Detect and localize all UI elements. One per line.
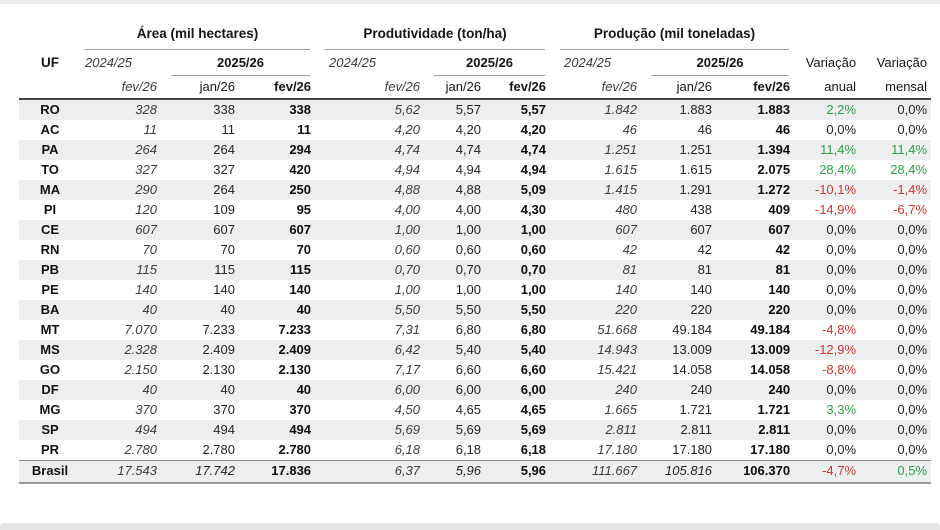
producao-jan-cell: 140 (690, 282, 713, 297)
area-fev-cell: 70 (296, 242, 312, 257)
producao-fev-cell: 49.184 (750, 322, 791, 337)
producao-prev-cell: 480 (615, 202, 638, 217)
variation-annual-cell: 2,2% (826, 102, 857, 117)
prod-prev-cell: 4,88 (394, 182, 421, 197)
area-prev-cell: 328 (135, 102, 157, 117)
area-jan-cell: 40 (220, 302, 235, 317)
uf-cell: RN (40, 242, 60, 257)
prod-jan-cell: 1,00 (455, 282, 482, 297)
uf-cell: RO (40, 102, 60, 117)
variation-monthly-header-line2: mensal (870, 76, 931, 99)
prod-prev-cell: 7,31 (394, 322, 421, 337)
area-jan-cell: 264 (213, 182, 235, 197)
variation-monthly-cell: 0,0% (897, 422, 928, 437)
producao-jan-month-header: jan/26 (651, 76, 726, 99)
uf-column-header: UF (41, 55, 59, 70)
area-fev-cell: 250 (289, 182, 312, 197)
area-fev-cell: 17.836 (249, 461, 325, 483)
producao-fev-cell: 607 (768, 222, 791, 237)
variation-annual-header-line2: anual (804, 76, 870, 99)
area-prev-cell: 40 (142, 302, 157, 317)
variation-monthly-cell: 0,0% (897, 402, 928, 417)
variation-annual-cell: 0,0% (826, 382, 857, 397)
producao-prev-cell: 51.668 (597, 322, 638, 337)
producao-jan-cell: 105.816 (651, 461, 726, 483)
variation-annual-cell: -4,8% (822, 322, 857, 337)
variation-monthly-cell: 0,5% (870, 461, 931, 483)
table-row (19, 240, 931, 260)
producao-prev-cell: 14.943 (597, 342, 638, 357)
area-prev-cell: 327 (135, 162, 157, 177)
area-prev-cell: 290 (135, 182, 157, 197)
area-prev-season-header: 2024/25 (85, 55, 132, 70)
prod-fev-month-header: fev/26 (495, 76, 560, 99)
producao-jan-cell: 49.184 (672, 322, 713, 337)
prod-fev-cell: 5,50 (520, 302, 547, 317)
table-row (19, 200, 931, 220)
producao-prev-month-header: fev/26 (560, 76, 651, 99)
table-row (19, 400, 931, 420)
producao-fev-cell: 2.811 (758, 422, 791, 437)
area-prev-cell: 607 (135, 222, 157, 237)
variation-monthly-cell: -1,4% (893, 182, 928, 197)
area-jan-cell: 11 (221, 122, 235, 137)
uf-cell: CE (40, 222, 60, 237)
area-jan-cell: 109 (213, 202, 235, 217)
prod-fev-cell: 5,57 (520, 102, 547, 117)
area-jan-cell: 17.742 (171, 461, 249, 483)
area-prev-cell: 2.328 (124, 342, 157, 357)
prod-fev-cell: 4,20 (520, 122, 547, 137)
area-curr-season-header: 2025/26 (171, 55, 310, 76)
table-row (19, 420, 931, 440)
producao-prev-cell: 15.421 (597, 362, 638, 377)
producao-prev-cell: 111.667 (560, 461, 651, 483)
prod-fev-cell: 4,74 (520, 142, 547, 157)
table-row (19, 260, 931, 280)
variation-monthly-cell: -6,7% (893, 202, 928, 217)
producao-prev-cell: 1.665 (604, 402, 638, 417)
producao-prev-cell: 46 (622, 122, 638, 137)
area-fev-cell: 115 (290, 262, 312, 277)
area-jan-cell: 327 (213, 162, 235, 177)
producao-fev-cell: 1.721 (757, 402, 791, 417)
prod-jan-cell: 4,65 (455, 402, 482, 417)
producao-fev-cell: 81 (775, 262, 791, 277)
variation-monthly-cell: 0,0% (897, 442, 928, 457)
producao-prev-cell: 2.811 (605, 422, 638, 437)
prod-prev-season-header: 2024/25 (329, 55, 377, 70)
variation-annual-cell: 0,0% (826, 282, 857, 297)
area-jan-cell: 40 (220, 382, 235, 397)
variation-monthly-cell: 0,0% (897, 122, 928, 137)
group-title-produtividade: Produtividade (ton/ha) (325, 25, 545, 50)
prod-prev-cell: 4,50 (394, 402, 421, 417)
uf-cell: GO (39, 362, 61, 377)
uf-cell: BA (40, 302, 60, 317)
variation-monthly-cell: 0,0% (897, 222, 928, 237)
producao-jan-cell: 14.058 (672, 362, 713, 377)
uf-cell: TO (41, 162, 59, 177)
prod-prev-cell: 0,70 (394, 262, 421, 277)
producao-jan-cell: 438 (690, 202, 713, 217)
uf-cell: MT (40, 322, 60, 337)
prod-jan-cell: 4,20 (455, 122, 482, 137)
area-fev-cell: 370 (289, 402, 312, 417)
variation-monthly-cell: 28,4% (890, 162, 928, 177)
prod-jan-cell: 5,57 (455, 102, 482, 117)
area-fev-cell: 2.130 (278, 362, 312, 377)
producao-jan-cell: 13.009 (672, 342, 713, 357)
area-fev-cell: 140 (289, 282, 312, 297)
prod-jan-cell: 4,94 (455, 162, 482, 177)
producao-prev-cell: 1.415 (604, 182, 638, 197)
variation-annual-header-line1: Variação (805, 55, 857, 70)
variation-annual-cell: 0,0% (826, 422, 857, 437)
variation-monthly-cell: 11,4% (891, 142, 928, 157)
area-fev-cell: 40 (296, 302, 312, 317)
prod-prev-cell: 0,60 (394, 242, 421, 257)
variation-annual-cell: 0,0% (826, 262, 857, 277)
prod-jan-cell: 4,74 (455, 142, 482, 157)
prod-jan-cell: 0,60 (455, 242, 482, 257)
area-fev-cell: 494 (289, 422, 312, 437)
variation-monthly-cell: 0,0% (897, 382, 928, 397)
variation-monthly-cell: 0,0% (897, 262, 928, 277)
uf-cell: Brasil (19, 461, 81, 483)
producao-jan-cell: 81 (697, 262, 713, 277)
table-header (19, 22, 931, 99)
area-jan-cell: 338 (213, 102, 235, 117)
area-fev-month-header: fev/26 (249, 76, 325, 99)
producao-jan-cell: 17.180 (672, 442, 713, 457)
area-jan-cell: 264 (213, 142, 235, 157)
uf-cell: PA (41, 142, 59, 157)
prod-jan-cell: 6,60 (455, 362, 482, 377)
producao-curr-season-header: 2025/26 (651, 55, 789, 76)
uf-cell: MA (39, 182, 61, 197)
producao-jan-cell: 2.811 (680, 422, 713, 437)
producao-fev-cell: 106.370 (726, 461, 804, 483)
prod-fev-cell: 1,00 (520, 222, 547, 237)
area-fev-cell: 2.780 (278, 442, 312, 457)
variation-annual-cell: -8,8% (822, 362, 857, 377)
prod-jan-cell: 5,69 (455, 422, 482, 437)
producao-fev-cell: 13.009 (750, 342, 791, 357)
group-title-area: Área (mil hectares) (85, 25, 310, 50)
area-fev-cell: 607 (289, 222, 312, 237)
uf-cell: MS (40, 342, 60, 357)
area-jan-cell: 2.409 (202, 342, 235, 357)
prod-fev-cell: 6,00 (520, 382, 547, 397)
area-fev-cell: 338 (289, 102, 312, 117)
prod-fev-cell: 5,69 (520, 422, 547, 437)
table-row (19, 380, 931, 400)
area-fev-cell: 11 (297, 122, 312, 137)
area-fev-cell: 7.233 (278, 322, 312, 337)
producao-fev-cell: 1.883 (757, 102, 791, 117)
area-jan-month-header: jan/26 (171, 76, 249, 99)
table-row (19, 180, 931, 200)
producao-fev-cell: 17.180 (750, 442, 791, 457)
producao-fev-cell: 1.394 (757, 142, 791, 157)
variation-annual-cell: 28,4% (819, 162, 857, 177)
prod-jan-cell: 5,96 (434, 461, 495, 483)
uf-cell: PB (40, 262, 60, 277)
prod-fev-cell: 6,18 (520, 442, 547, 457)
month-header-row (19, 76, 931, 99)
producao-fev-cell: 1.272 (757, 182, 791, 197)
prod-jan-cell: 0,70 (455, 262, 482, 277)
variation-annual-cell: 0,0% (826, 442, 857, 457)
variation-annual-cell: 3,3% (826, 402, 857, 417)
producao-fev-cell: 140 (768, 282, 791, 297)
uf-cell: AC (40, 122, 60, 137)
producao-prev-cell: 17.180 (597, 442, 638, 457)
variation-monthly-cell: 0,0% (897, 342, 928, 357)
area-prev-cell: 70 (142, 242, 157, 257)
variation-monthly-cell: 0,0% (897, 302, 928, 317)
prod-prev-cell: 6,18 (394, 442, 421, 457)
prod-prev-cell: 4,00 (394, 202, 421, 217)
producao-jan-cell: 1.721 (679, 402, 713, 417)
producao-prev-cell: 1.615 (604, 162, 638, 177)
table-total-row (19, 461, 931, 483)
variation-monthly-cell: 0,0% (897, 102, 928, 117)
variation-annual-cell: 11,4% (820, 142, 857, 157)
area-fev-cell: 95 (296, 202, 312, 217)
area-fev-cell: 2.409 (278, 342, 312, 357)
variation-monthly-cell: 0,0% (897, 322, 928, 337)
table-row (19, 280, 931, 300)
prod-fev-cell: 1,00 (520, 282, 547, 297)
prod-prev-cell: 6,37 (325, 461, 434, 483)
area-jan-cell: 2.130 (202, 362, 235, 377)
area-prev-cell: 11 (143, 122, 157, 137)
area-jan-cell: 2.780 (202, 442, 235, 457)
table-row (19, 320, 931, 340)
uf-cell: SP (41, 422, 59, 437)
prod-prev-cell: 4,20 (394, 122, 421, 137)
prod-prev-month-header: fev/26 (325, 76, 434, 99)
prod-jan-cell: 6,80 (455, 322, 482, 337)
prod-fev-cell: 5,09 (520, 182, 547, 197)
producao-fev-cell: 14.058 (750, 362, 791, 377)
producao-fev-cell: 409 (768, 202, 791, 217)
producao-prev-cell: 140 (615, 282, 638, 297)
area-jan-cell: 140 (213, 282, 235, 297)
prod-jan-cell: 1,00 (455, 222, 482, 237)
prod-prev-cell: 7,17 (394, 362, 421, 377)
producao-jan-cell: 220 (690, 302, 713, 317)
prod-prev-cell: 5,69 (394, 422, 421, 437)
variation-annual-cell: -12,9% (814, 342, 857, 357)
table-row (19, 360, 931, 380)
prod-fev-cell: 4,30 (520, 202, 547, 217)
prod-curr-season-header: 2025/26 (434, 55, 545, 76)
producao-jan-cell: 607 (690, 222, 713, 237)
table-row (19, 340, 931, 360)
table-row (19, 140, 931, 160)
prod-prev-cell: 5,50 (394, 302, 421, 317)
producao-jan-cell: 42 (697, 242, 713, 257)
top-edge-divider (0, 0, 940, 4)
prod-jan-cell: 6,00 (455, 382, 482, 397)
area-jan-cell: 494 (213, 422, 235, 437)
area-jan-cell: 7.233 (202, 322, 235, 337)
prod-prev-cell: 1,00 (394, 222, 421, 237)
area-jan-cell: 115 (214, 262, 235, 277)
producao-fev-cell: 240 (768, 382, 791, 397)
producao-prev-cell: 240 (615, 382, 638, 397)
area-jan-cell: 70 (220, 242, 235, 257)
variation-annual-cell: -4,7% (804, 461, 870, 483)
variation-monthly-cell: 0,0% (897, 282, 928, 297)
producao-fev-cell: 220 (768, 302, 791, 317)
season-header-row (19, 50, 931, 76)
area-prev-cell: 264 (135, 142, 157, 157)
producao-prev-cell: 220 (615, 302, 638, 317)
prod-jan-cell: 4,00 (455, 202, 482, 217)
producao-prev-cell: 1.842 (604, 102, 638, 117)
table-body (19, 99, 931, 483)
prod-fev-cell: 4,94 (520, 162, 547, 177)
variation-monthly-cell: 0,0% (897, 242, 928, 257)
prod-fev-cell: 6,60 (520, 362, 547, 377)
group-title-row (19, 22, 931, 50)
producao-prev-cell: 607 (615, 222, 638, 237)
prod-prev-cell: 4,74 (394, 142, 421, 157)
table-row (19, 300, 931, 320)
prod-jan-cell: 6,18 (455, 442, 482, 457)
variation-annual-cell: -14,9% (814, 202, 857, 217)
producao-fev-cell: 2.075 (757, 162, 791, 177)
table-row (19, 440, 931, 461)
group-title-producao: Produção (mil toneladas) (560, 25, 789, 50)
producao-jan-cell: 46 (697, 122, 713, 137)
variation-monthly-cell: 0,0% (897, 362, 928, 377)
producao-fev-cell: 42 (775, 242, 791, 257)
area-jan-cell: 370 (213, 402, 235, 417)
prod-prev-cell: 5,62 (394, 102, 421, 117)
producao-prev-season-header: 2024/25 (564, 55, 612, 70)
uf-cell: MG (39, 402, 61, 417)
variation-annual-cell: 0,0% (826, 222, 857, 237)
variation-annual-cell: -10,1% (814, 182, 857, 197)
horizontal-scrollbar[interactable] (0, 523, 940, 530)
area-prev-cell: 2.150 (124, 362, 157, 377)
area-fev-cell: 420 (289, 162, 312, 177)
table-row (19, 220, 931, 240)
producao-prev-cell: 81 (622, 262, 638, 277)
uf-cell: PI (43, 202, 57, 217)
producao-prev-cell: 42 (622, 242, 638, 257)
uf-cell: PR (40, 442, 60, 457)
prod-fev-cell: 6,80 (520, 322, 547, 337)
prod-prev-cell: 6,00 (394, 382, 421, 397)
uf-cell: DF (41, 382, 59, 397)
area-prev-cell: 140 (135, 282, 157, 297)
area-fev-cell: 40 (296, 382, 312, 397)
area-prev-cell: 7.070 (124, 322, 157, 337)
area-prev-cell: 40 (142, 382, 157, 397)
prod-fev-cell: 5,40 (520, 342, 547, 357)
area-prev-cell: 2.780 (124, 442, 157, 457)
area-prev-cell: 115 (136, 262, 157, 277)
grain-production-table (19, 22, 931, 484)
producao-fev-month-header: fev/26 (726, 76, 804, 99)
variation-annual-cell: 0,0% (826, 122, 857, 137)
prod-jan-cell: 5,40 (455, 342, 482, 357)
prod-prev-cell: 6,42 (394, 342, 421, 357)
area-prev-cell: 120 (135, 202, 157, 217)
area-prev-cell: 17.543 (81, 461, 171, 483)
area-fev-cell: 294 (289, 142, 312, 157)
variation-annual-cell: 0,0% (826, 302, 857, 317)
prod-prev-cell: 4,94 (394, 162, 421, 177)
area-prev-cell: 494 (135, 422, 157, 437)
prod-fev-cell: 5,96 (495, 461, 560, 483)
prod-fev-cell: 0,60 (520, 242, 547, 257)
prod-jan-cell: 4,88 (455, 182, 482, 197)
prod-jan-cell: 5,50 (455, 302, 482, 317)
table-row (19, 160, 931, 180)
prod-jan-month-header: jan/26 (434, 76, 495, 99)
prod-fev-cell: 4,65 (520, 402, 547, 417)
producao-jan-cell: 1.615 (679, 162, 713, 177)
prod-fev-cell: 0,70 (520, 262, 547, 277)
prod-prev-cell: 1,00 (394, 282, 421, 297)
area-jan-cell: 607 (213, 222, 235, 237)
area-prev-month-header: fev/26 (81, 76, 171, 99)
uf-cell: PE (41, 282, 59, 297)
variation-monthly-header-line1: Variação (876, 55, 928, 70)
producao-jan-cell: 1.291 (679, 182, 713, 197)
producao-jan-cell: 1.883 (679, 102, 713, 117)
producao-fev-cell: 46 (775, 122, 791, 137)
producao-prev-cell: 1.251 (604, 142, 638, 157)
producao-jan-cell: 1.251 (679, 142, 713, 157)
table-row (19, 99, 931, 120)
area-prev-cell: 370 (135, 402, 157, 417)
producao-jan-cell: 240 (690, 382, 713, 397)
table-row (19, 120, 931, 140)
variation-annual-cell: 0,0% (826, 242, 857, 257)
